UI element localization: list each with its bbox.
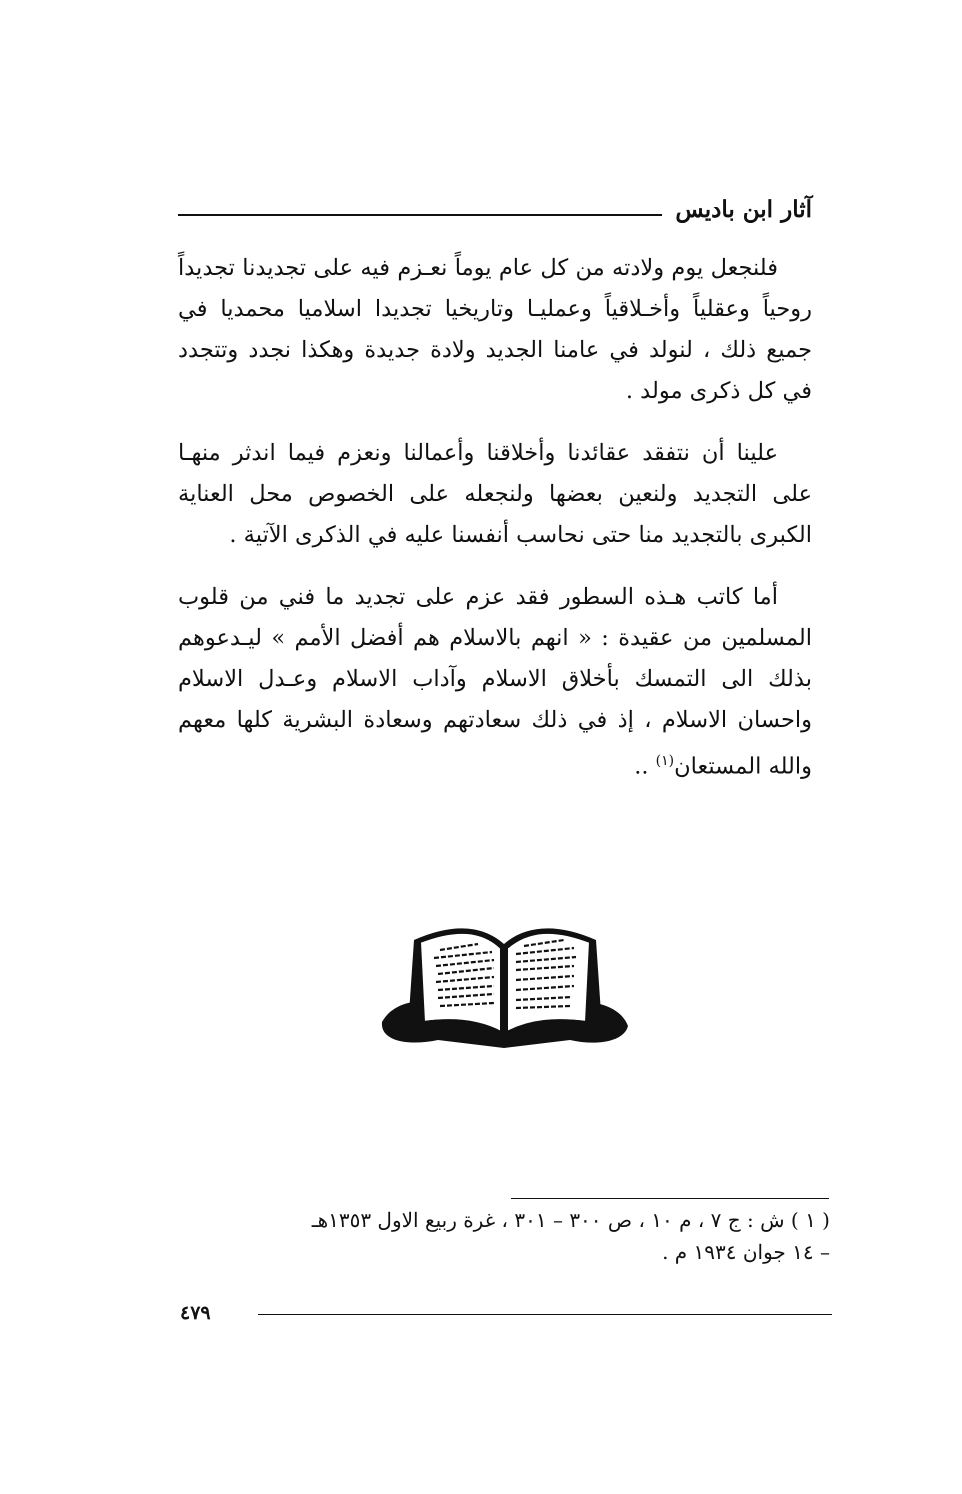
page-number: ٤٧٩ [180,1302,211,1324]
page-footer [180,1298,832,1328]
main-text [178,248,812,809]
footnote-reference: (١) [655,753,675,769]
header-title: آثار ابن باديس [675,196,812,223]
header-rule [178,214,662,216]
footnote-separator [511,1198,829,1199]
open-book-illustration [374,900,634,1060]
running-header [178,190,812,230]
footnote-line-1: ( ١ ) ش : ج ٧ ، م ١٠ ، ص ٣٠٠ – ٣٠١ ، غرة ربيع الاول ١٣٥٣هـ [311,1208,830,1232]
paragraph-3 [178,577,812,788]
paragraph-2: علينا أن نتفقد عقائدنا وأخلاقنا وأعمالنا ونعزم فيما اندثر منهـا على التجديد ولنعين بعضها ولنجعله على الخصوص محل العناية الكبرى بالتجديد منا حتى نحاسب أنفسنا عليه في الذكرى الآتية . [178,440,812,548]
footnote-line-2: – ١٤ جوان ١٩٣٤ م . [662,1240,830,1264]
paragraph-1: فلنجعل يوم ولادته من كل عام يوماً نعـزم فيه على تجديدنا تجديداً روحياً وعقلياً وأخـلاقياً وعمليـا وتاريخيا تجديدا اسلاميا محمديا في جميع ذلك ، لنولد في عامنا الجديد ولادة جديدة وهكذا نجدد وتتجدد في كل ذكرى مولد . [178,255,812,404]
footnote [160,1204,830,1268]
footer-rule [258,1314,832,1315]
paragraph-3-closing: .. [634,753,656,780]
paragraph-3-text: أما كاتب هـذه السطور فقد عزم على تجديد ما فني من قلوب المسلمين من عقيدة : « انهم بالاسلام هم أفضل الأمم » ليـدعوهم بذلك الى التمسك بأخلاق الاسلام وآداب الاسلام وعـدل الاسلام واحسان الاسلام ، إذ في ذلك سعادتهم وسعادة البشرية كلها معهم والله المستعان [178,584,812,780]
